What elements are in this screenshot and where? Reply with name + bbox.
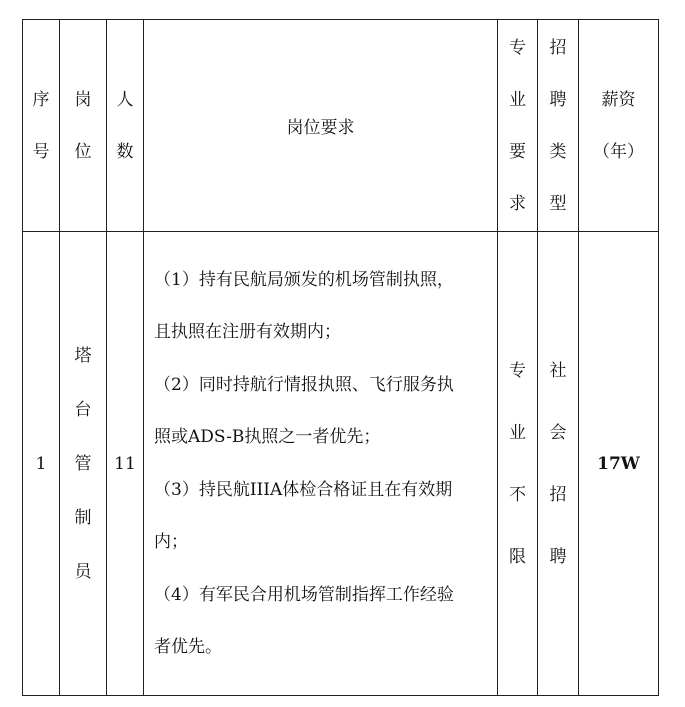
requirement-line: 照或ADS-B执照之一者优先； [154,427,381,447]
job-posting-table [22,19,659,696]
header-requirements: 岗位要求 [144,20,498,232]
requirement-line: （2）同时持航行情报执照、飞行服务执 [154,374,454,395]
requirement-line: 内； [154,532,188,552]
header-count: 人 数 [107,20,144,232]
row-recruit-type: 社 会 招 聘 [538,232,579,696]
requirement-line: （1）持有民航局颁发的机场管制执照， [154,269,454,290]
header-recruit-type: 招 聘 类 型 [538,20,579,232]
row-position: 塔 台 管 制 员 [60,232,107,696]
row-requirements [144,232,498,696]
row-seq: 1 [23,232,60,696]
header-row [23,20,659,232]
row-major: 专 业 不 限 [498,232,538,696]
requirement-line: （4）有军民合用机场管制指挥工作经验 [154,584,454,605]
requirement-line: 者优先。 [154,637,222,657]
row-count: 11 [107,232,144,696]
header-salary: 薪资 （年） [579,20,659,232]
requirement-line: （3）持民航IIIA体检合格证且在有效期 [154,479,453,500]
table-row [23,232,659,696]
header-major: 专 业 要 求 [498,20,538,232]
requirement-line: 且执照在注册有效期内； [154,322,341,342]
row-salary: 17W [579,232,659,696]
header-position: 岗 位 [60,20,107,232]
header-seq: 序 号 [23,20,60,232]
